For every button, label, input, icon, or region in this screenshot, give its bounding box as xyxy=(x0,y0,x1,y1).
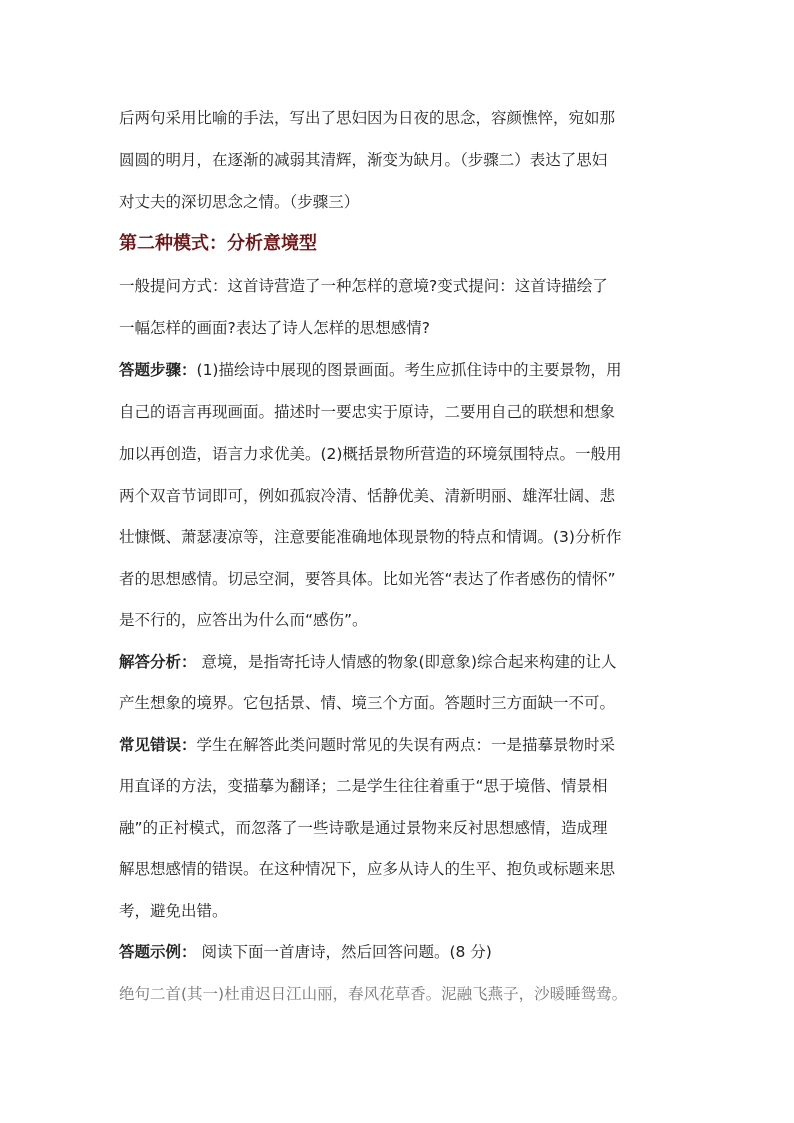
paragraph-line xyxy=(119,735,689,755)
paragraph-line: 后两句采用比喻的手法，写出了思妇因为日夜的思念，容颜憔悴，宛如那 xyxy=(119,109,616,127)
example-text: 阅读下面一首唐诗，然后回答问题。(8 分) xyxy=(196,943,492,961)
poem-line: 绝句二首(其一)杜甫迟日江山丽，春风花草香。泥融飞燕子，沙暖睡鸳鸯。 xyxy=(119,985,628,1003)
paragraph-line: 者的思想感情。切忌空洞，要答具体。比如光答“表达了作者感伤的情怀” xyxy=(119,570,616,588)
common-errors-text: 学生在解答此类问题时常见的失误有两点：一是描摹景物时采 xyxy=(196,736,616,754)
paragraph-line: 考，避免出错。 xyxy=(119,902,228,920)
paragraph-line xyxy=(119,942,689,962)
paragraph-line: 用直译的方法，变描摹为翻译；二是学生往往着重于“思于境偕、情景相 xyxy=(119,777,608,795)
common-errors-label: 常见错误： xyxy=(119,736,197,754)
paragraph-line: 加以再创造，语言力求优美。(2)概括景物所营造的环境氛围特点。一般用 xyxy=(119,445,622,463)
paragraph-line: 对丈夫的深切思念之情。（步骤三） xyxy=(119,193,360,211)
paragraph-line xyxy=(119,652,689,672)
paragraph-line: 圆圆的明月，在逐渐的减弱其清辉，渐变为缺月。（步骤二）表达了思妇 xyxy=(119,151,608,169)
paragraph-line: 一般提问方式：这首诗营造了一种怎样的意境?变式提问：这首诗描绘了 xyxy=(119,277,608,295)
paragraph-line xyxy=(119,360,689,380)
analysis-text: 意境，是指寄托诗人情感的物象(即意象)综合起来构建的让人 xyxy=(196,653,617,671)
paragraph-line: 壮慷慨、萧瑟凄凉等，注意要能准确地体现景物的特点和情调。(3)分析作 xyxy=(119,528,622,546)
paragraph-line: 两个双音节词即可，例如孤寂冷清、恬静优美、清新明丽、雄浑壮阔、悲 xyxy=(119,487,616,505)
paragraph-line: 一幅怎样的画面?表达了诗人怎样的思想感情? xyxy=(119,319,430,337)
paragraph-line: 产生想象的境界。它包括景、情、境三个方面。答题时三方面缺一不可。 xyxy=(119,694,616,712)
example-label: 答题示例： xyxy=(119,943,197,961)
analysis-label: 解答分析： xyxy=(119,653,197,671)
paragraph-line: 自己的语言再现画面。描述时一要忠实于原诗，二要用自己的联想和想象 xyxy=(119,403,616,421)
paragraph-line: 融”的正衬模式，而忽落了一些诗歌是通过景物来反衬思想感情，造成理 xyxy=(119,819,608,837)
paragraph-line: 解思想感情的错误。在这种情况下，应多从诗人的生平、抱负或标题来思 xyxy=(119,860,616,878)
answer-steps-label: 答题步骤： xyxy=(119,361,197,379)
paragraph-line: 是不行的，应答出为什么而“感伤”。 xyxy=(119,611,368,629)
answer-steps-text: (1)描绘诗中展现的图景画面。考生应抓住诗中的主要景物，用 xyxy=(196,361,622,379)
section-heading: 第二种模式：分析意境型 xyxy=(119,233,317,254)
